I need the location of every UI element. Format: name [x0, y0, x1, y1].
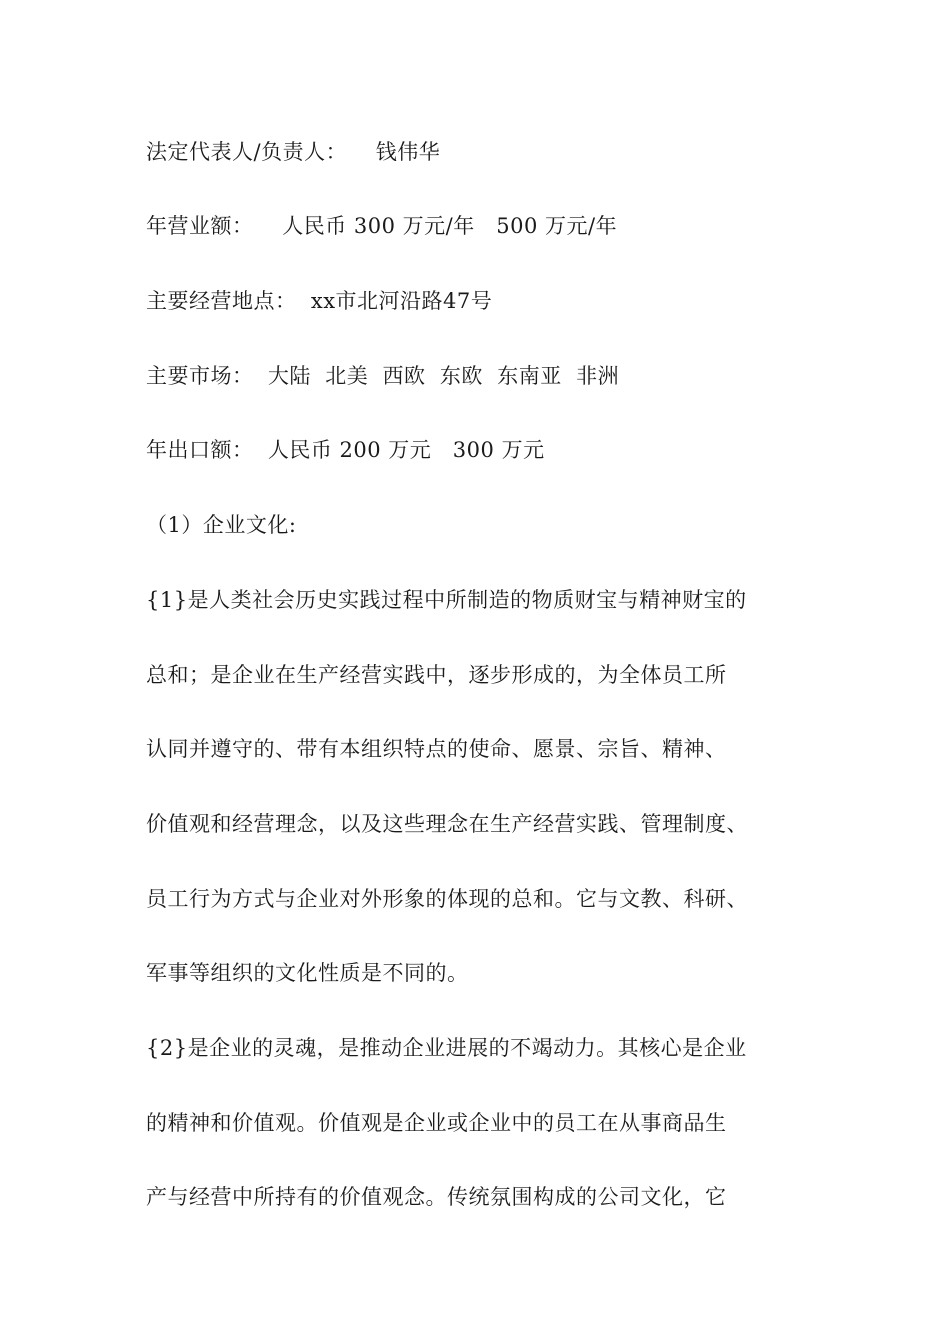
main-markets-line: 主要市场： 大陆 北美 西欧 东欧 东南亚 非洲 — [146, 364, 620, 388]
legal-representative-line: 法定代表人/负责人： 钱伟华 — [146, 140, 441, 164]
paragraph-2-line: 产与经营中所持有的价值观念。传统氛围构成的公司文化，它 — [146, 1185, 727, 1209]
section-heading: （1）企业文化: — [146, 513, 297, 537]
paragraph-1-line: 总和；是企业在生产经营实践中，逐步形成的，为全体员工所 — [146, 663, 727, 687]
paragraph-1-line: {1}是人类社会历史实践过程中所制造的物质财宝与精神财宝的 — [146, 588, 747, 612]
paragraph-2-line: {2}是企业的灵魂，是推动企业进展的不竭动力。其核心是企业 — [146, 1036, 747, 1060]
paragraph-1-line: 认同并遵守的、带有本组织特点的使命、愿景、宗旨、精神、 — [146, 737, 727, 761]
annual-revenue-line: 年营业额： 人民币 300 万元/年 500 万元/年 — [146, 214, 618, 238]
paragraph-1-line: 军事等组织的文化性质是不同的。 — [146, 961, 469, 985]
paragraph-1-line: 员工行为方式与企业对外形象的体现的总和。它与文教、科研、 — [146, 887, 748, 911]
business-address-line: 主要经营地点： xx市北河沿路47号 — [146, 289, 493, 313]
paragraph-2-line: 的精神和价值观。价值观是企业或企业中的员工在从事商品生 — [146, 1111, 727, 1135]
paragraph-1-line: 价值观和经营理念，以及这些理念在生产经营实践、管理制度、 — [146, 812, 748, 836]
annual-export-line: 年出口额： 人民币 200 万元 300 万元 — [146, 438, 545, 462]
